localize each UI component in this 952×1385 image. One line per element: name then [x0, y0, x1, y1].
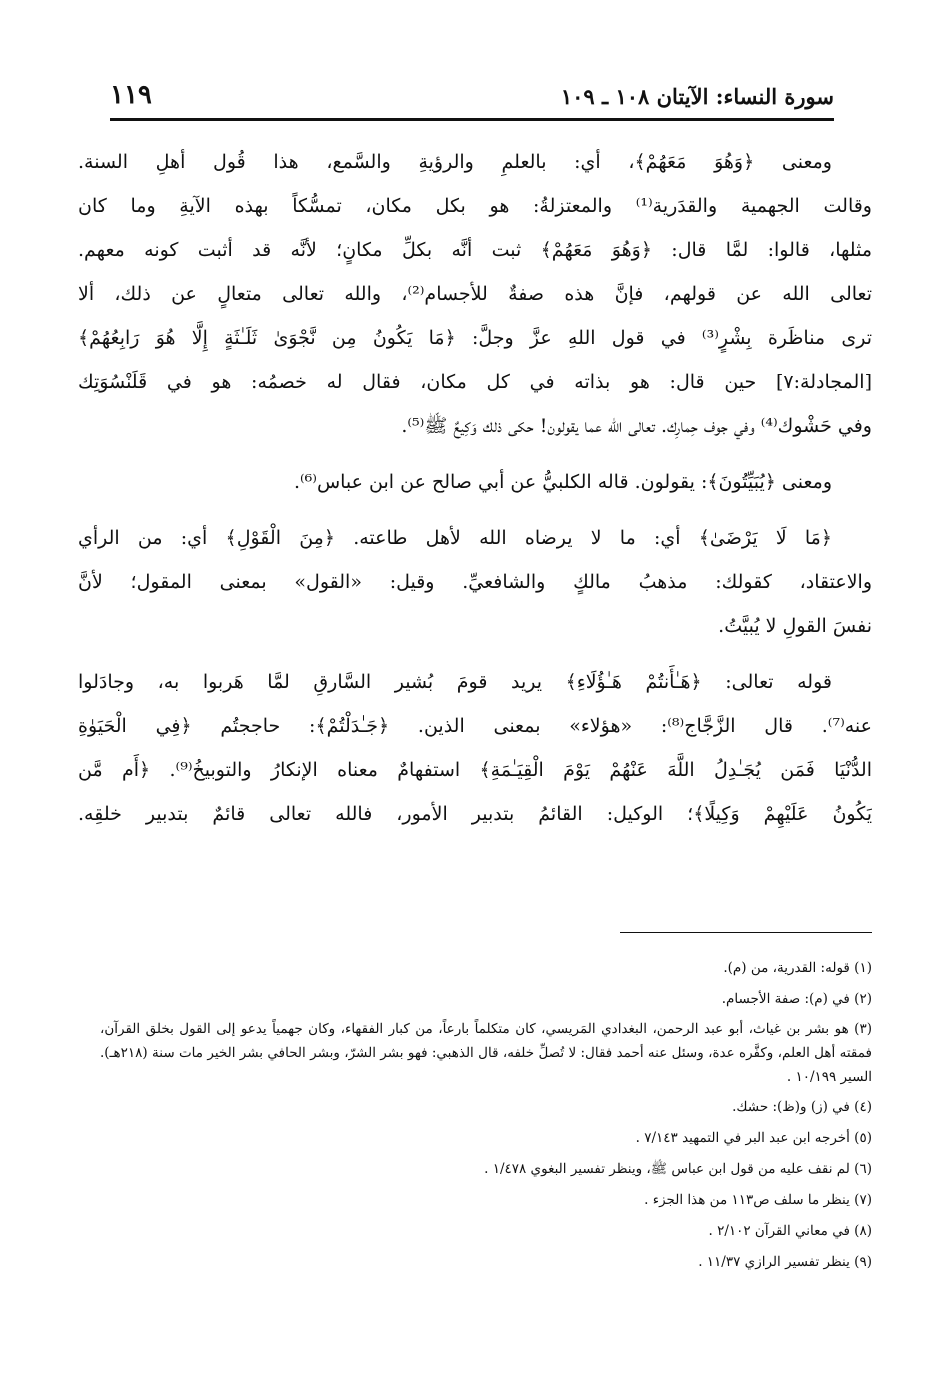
footnote: (٣) هو بشر بن غياث، أبو عبد الرحمن، البغدادي المَريسي، كان متكلماً بارعاً، من كبار الفقهاء، وكان جهمياً يدعو إلى القول بخلق القرآن، فمقته أهل العلم، وكفَّره عدة، وسئل عنه أحمد فقال: لا تُصلِّ خلفه، قال الذهبي: فهو بشر الشرّ، وبشر الحافي بشر الخير مات سنة (٢١٨هـ). السير ١٠/١٩٩ .: [100, 1021, 872, 1085]
text-line: ﴿مَا لَا يَرْضَىٰ﴾ أي: ما لا يرضاه الله لأهل طاعته. ﴿مِنَ الْقَوْلِ﴾ أي: من الرأي: [78, 527, 832, 549]
footnote: (١) قوله: القدرية، من (م).: [723, 960, 872, 976]
footnote: (٧) ينظر ما سلف ص١١٣ من هذا الجزء .: [644, 1192, 872, 1208]
text-line: نفسَ القولِ لا يُبيَّتُ.: [718, 615, 872, 637]
text-line: مثلها، قالوا: لمَّا قال: ﴿وَهُوَ مَعَهُمْ﴾ ثبت أنَّه بكلِّ مكانٍ؛ لأنَّه قد أثبت كونه معهم.: [78, 239, 872, 261]
running-header: [110, 78, 834, 118]
footnote: (٥) أخرجه ابن عبد البر في التمهيد ٧/١٤٣ .: [635, 1130, 872, 1146]
text-line: عنه⁽⁷⁾. قال الزَّجَّاج⁽⁸⁾: «هؤلاء» بمعنى الذين. ﴿جَـٰدَلْتُمْ﴾: حاججتُم ﴿فِي الْحَيَوٰةِ: [78, 715, 872, 737]
footnote: (٢) في (م): صفة الأجسام.: [721, 991, 872, 1007]
text-line: والاعتقاد، كقولك: مذهبُ مالكٍ والشافعيِّ. وقيل: «القول» بمعنى المقول؛ لأنَّ: [78, 571, 872, 593]
text-line: ترى مناظَرة بِشْرٍ⁽³⁾ في قول اللهِ عزَّ وجلَّ: ﴿مَا يَكُونُ مِن نَّجْوَىٰ ثَلَـٰثَةٍ إِلَّا هُوَ رَابِعُهُمْ﴾: [78, 327, 872, 349]
footnote: (٦) لم نقف عليه من قول ابن عباس ﷺ، وينظر تفسير البغوي ١/٤٧٨ .: [484, 1161, 872, 1177]
text-line: وفي حَشْوك⁽⁴⁾ وفي جوف حِمارِك. تعالى الله عما يقولون! حكى ذلك وَكِيعٌ ﷺ⁽⁵⁾.: [401, 415, 872, 437]
header-divider: [110, 118, 834, 121]
text-line: الدُّنْيَا فَمَن يُجَـٰدِلُ اللَّهَ عَنْهُمْ يَوْمَ الْقِيَـٰمَةِ﴾ استفهامٌ معناه الإنكارُ والتوبيخُ⁽⁹⁾. ﴿أَم مَّن: [78, 759, 872, 781]
footnote: (٨) في معاني القرآن ٢/١٠٢ .: [708, 1223, 872, 1239]
text-line: تعالى الله عن قولهم، فإنَّ هذه صفةٌ للأجسام⁽²⁾، والله تعالى متعالٍ عن ذلك، ألا: [78, 283, 872, 305]
main-text: [78, 140, 872, 836]
text-line: يَكُونُ عَلَيْهِمْ وَكِيلًا﴾؛ الوكيل: القائمُ بتدبير الأمور، فالله تعالى قائمٌ بتدبير خلقِه.: [78, 803, 872, 825]
running-header-title: سورة النساء: الآيتان ١٠٨ ـ ١٠٩: [560, 84, 834, 109]
text-line: قوله تعالى: ﴿هَـٰأَنتُمْ هَـٰؤُلَاءِ﴾ يريد قومَ بُشير السَّارقِ لمَّا هَربوا به، وجادَلوا: [78, 671, 832, 693]
footnote-divider: [620, 932, 872, 933]
text-line: وقالت الجهمية والقدَرية⁽¹⁾ والمعتزلةُ: هو بكل مكان، تمسُّكاً بهذه الآيةِ وما كان: [78, 195, 872, 217]
footnote: (٤) في (ز) و(ظ): حشك.: [732, 1099, 872, 1115]
footnotes: [100, 955, 872, 1275]
text-line: ومعنى ﴿يُبَيِّتُونَ﴾: يقولون. قاله الكلبيُّ عن أبي صالح عن ابن عباس⁽⁶⁾.: [293, 471, 832, 493]
page-number: ١١٩: [110, 80, 152, 110]
text-line: ومعنى ﴿وَهُوَ مَعَهُمْ﴾، أي: بالعلمِ والرؤيةِ والسَّمع، هذا قُول أهلِ السنة.: [78, 151, 832, 173]
footnote: (٩) ينظر تفسير الرازي ١١/٣٧ .: [698, 1254, 872, 1270]
text-line: [المجادلة:٧] حين قال: هو بذاته في كل مكان، فقال له خصمُه: هو في قَلَنْسُوَتِك: [78, 371, 872, 393]
